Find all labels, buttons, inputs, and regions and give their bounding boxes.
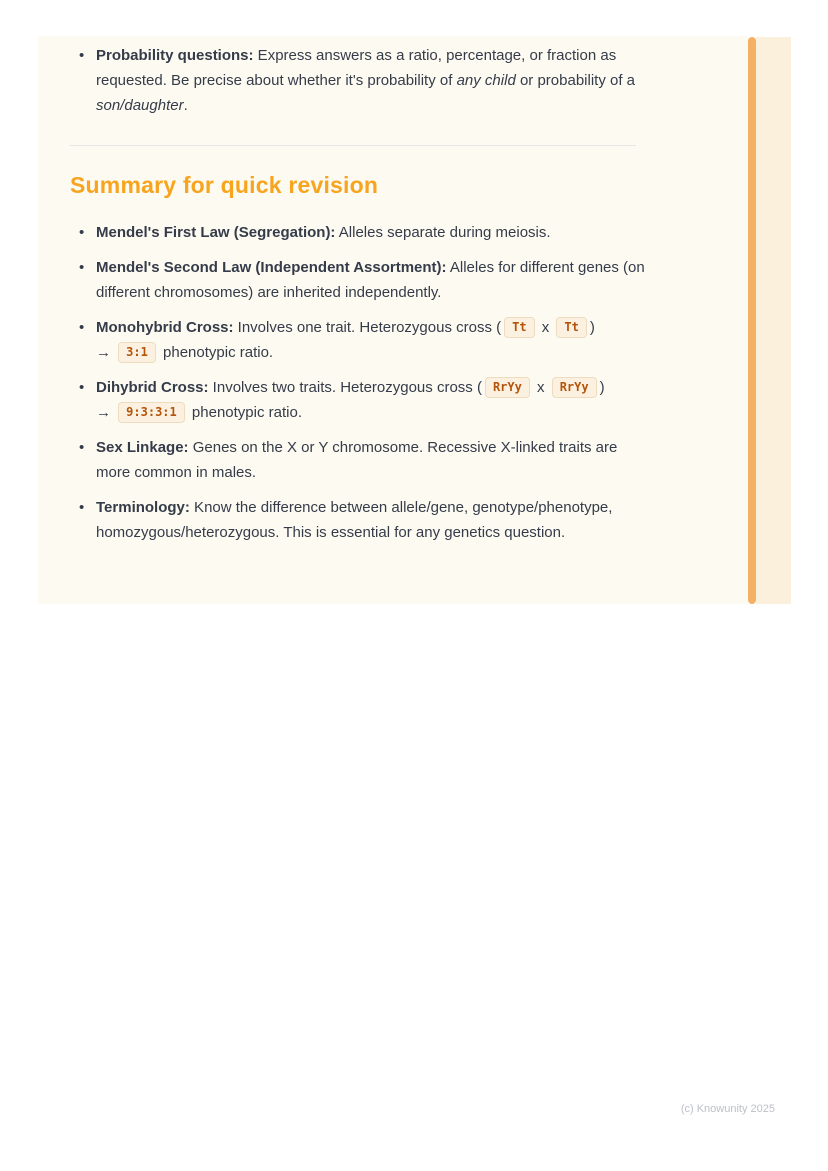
scrollbar-thumb[interactable]	[748, 37, 756, 604]
bullet-lead: Mendel's Second Law (Independent Assortment):	[96, 259, 447, 276]
list-item	[96, 255, 645, 305]
bullet-text: .	[183, 97, 188, 114]
bullet-text: →	[96, 344, 116, 361]
bullet-lead: Probability questions:	[96, 47, 254, 64]
copyright-footer: (c) Knowunity 2025	[680, 1103, 775, 1115]
inline-code: 9:3:3:1	[118, 402, 185, 423]
summary-list	[70, 220, 645, 545]
bullet-text: x	[532, 379, 549, 396]
bullet-lead: Mendel's First Law (Segregation):	[96, 224, 336, 241]
bullet-text: Alleles separate during meiosis.	[335, 224, 551, 241]
bullet-text: Genes on the X or Y chromosome. Recessive X-linked traits are more common in males.	[96, 439, 618, 481]
bullet-lead: Terminology:	[96, 499, 190, 516]
inline-code: RrYy	[485, 377, 530, 398]
list-item	[96, 220, 645, 245]
bullet-text: Involves two traits. Heterozygous cross (	[208, 379, 482, 396]
list-item	[96, 435, 645, 485]
bullet-text: Know the difference between allele/gene, genotype/phenotype, homozygous/heterozygous. This is essential for any genetics question.	[96, 499, 613, 541]
bullet-text: phenotypic ratio.	[158, 344, 274, 361]
list-item	[96, 315, 645, 365]
italic-text: any child	[456, 72, 516, 89]
bullet-lead: Dihybrid Cross:	[96, 379, 209, 396]
probability-list	[70, 43, 645, 118]
inline-code: 3:1	[118, 342, 156, 363]
bullet-text: Express answers as a ratio, percentage, or fraction as requested. Be precise about whether it's probability of	[96, 47, 617, 89]
section-divider	[70, 145, 636, 146]
inline-code: Tt	[504, 317, 534, 338]
bullet-text: →	[96, 404, 116, 421]
list-item	[96, 43, 645, 118]
notes-page	[38, 36, 748, 604]
section-heading: Summary for quick revision	[70, 172, 379, 198]
bullet-text: Involves one trait. Heterozygous cross (	[233, 319, 502, 336]
list-item	[96, 495, 645, 545]
bullet-text: x	[537, 319, 554, 336]
bullet-text: or probability of a	[515, 72, 636, 89]
list-item	[96, 375, 645, 425]
bullet-lead: Sex Linkage:	[96, 439, 189, 456]
bullet-text: Alleles for different genes (on different chromosomes) are inherited independently.	[96, 259, 645, 301]
bullet-text: )	[599, 379, 605, 396]
italic-text: son/daughter	[96, 97, 184, 114]
bullet-lead: Monohybrid Cross:	[96, 319, 234, 336]
inline-code: Tt	[556, 317, 586, 338]
page-edge-strip	[756, 37, 791, 604]
bullet-text: phenotypic ratio.	[187, 404, 302, 421]
inline-code: RrYy	[552, 377, 597, 398]
bullet-text: )	[589, 319, 595, 336]
content-column	[70, 43, 648, 545]
